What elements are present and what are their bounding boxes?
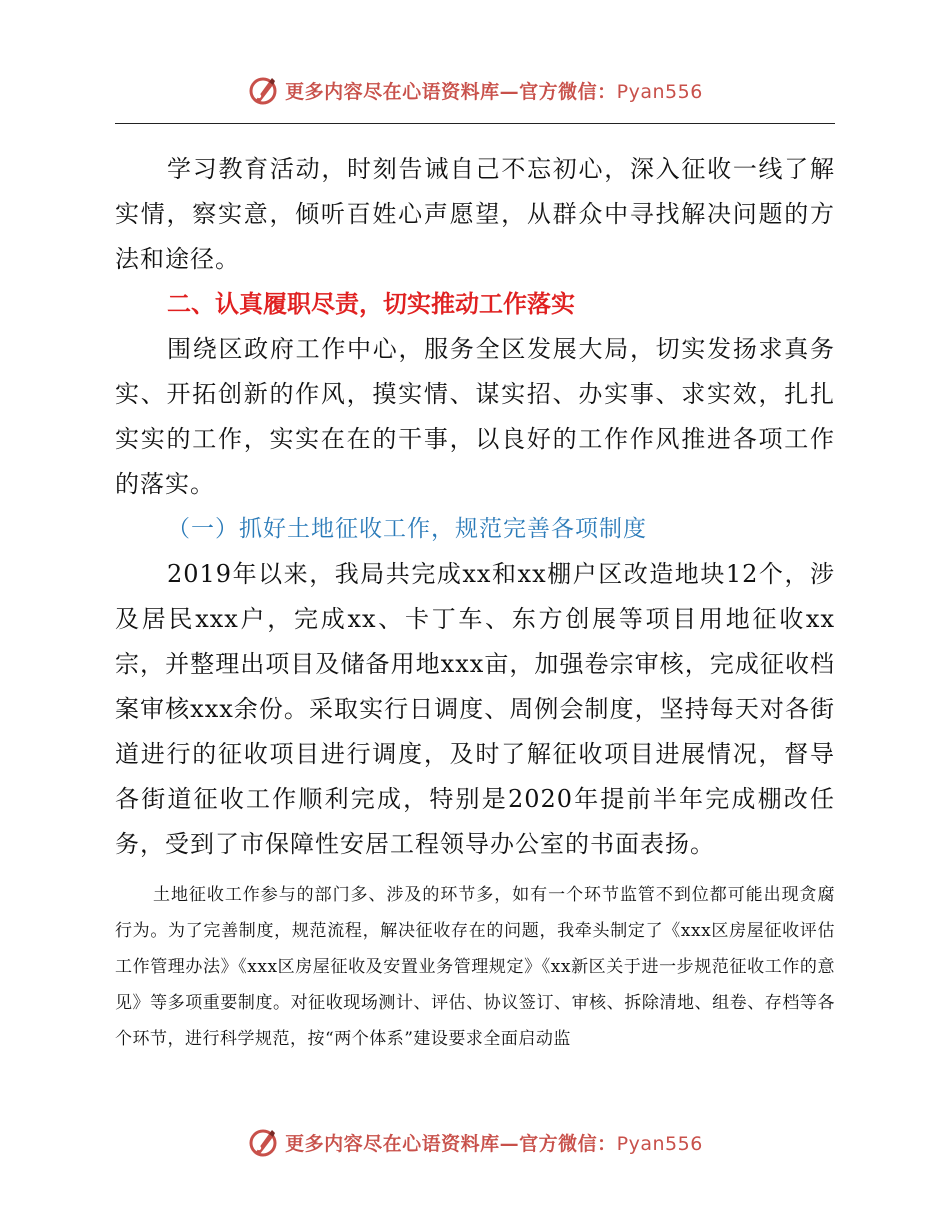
section-heading-2: 二、认真履职尽责，切实推动工作落实 bbox=[167, 290, 575, 318]
footer-banner-text: 更多内容尽在心语资料库—官方微信：Pyan556 bbox=[285, 1132, 703, 1155]
paragraph-1: 学习教育活动，时刻告诫自己不忘初心，深入征收一线了解实情，察实意，倾听百姓心声愿望，从群众中寻找解决问题的方法和途径。 bbox=[115, 155, 835, 273]
paragraph-2: 围绕区政府工作中心，服务全区发展大局，切实发扬求真务实、开拓创新的作风，摸实情、谋实招、办实事、求实效，扎扎实实的工作，实实在在的干事，以良好的工作作风推进各项工作的落实。 bbox=[115, 335, 835, 498]
paragraph-3: 2019年以来，我局共完成xx和xx棚户区改造地块12个，涉及居民xxx户，完成xx、卡丁车、东方创展等项目用地征收xx宗，并整理出项目及储备用地xxx亩，加强卷宗审核，完成征收档案审核xxx余份。采取实行日调度、周例会制度，坚持每天对各街道进行的征收项目进行调度，及时了解征收项目进展情况，督导各街道征收工作顺利完成，特别是2020年提前半年完成棚改任务，受到了市保障性安居工程领导办公室的书面表扬。 bbox=[115, 560, 835, 858]
paragraph-4: 土地征收工作参与的部门多、涉及的环节多，如有一个环节监管不到位都可能出现贪腐行为。为了完善制度，规范流程，解决征收存在的问题，我牵头制定了《xxx区房屋征收评估工作管理办法》《xxx区房屋征收及安置业务管理规定》《xx新区关于进一步规范征收工作的意见》等多项重要制度。对征收现场测计、评估、协议签订、审核、拆除清地、组卷、存档等各个环节，进行科学规范，按“两个体系”建设要求全面启动监 bbox=[115, 885, 835, 1049]
footer-banner bbox=[0, 1122, 950, 1162]
pen-logo-icon bbox=[247, 74, 279, 106]
footer-banner-inner bbox=[247, 1126, 703, 1158]
header-banner-text: 更多内容尽在心语资料库—官方微信：Pyan556 bbox=[285, 80, 703, 103]
header-wechat-id: Pyan556 bbox=[616, 80, 703, 103]
footer-wechat-id: Pyan556 bbox=[616, 1132, 703, 1155]
header-banner bbox=[0, 70, 950, 110]
pen-logo-icon bbox=[247, 1126, 279, 1158]
header-divider bbox=[115, 123, 835, 124]
document-body bbox=[115, 147, 835, 1057]
subsection-heading-1: （一）抓好土地征收工作，规范完善各项制度 bbox=[167, 516, 647, 542]
header-banner-inner bbox=[247, 74, 703, 106]
